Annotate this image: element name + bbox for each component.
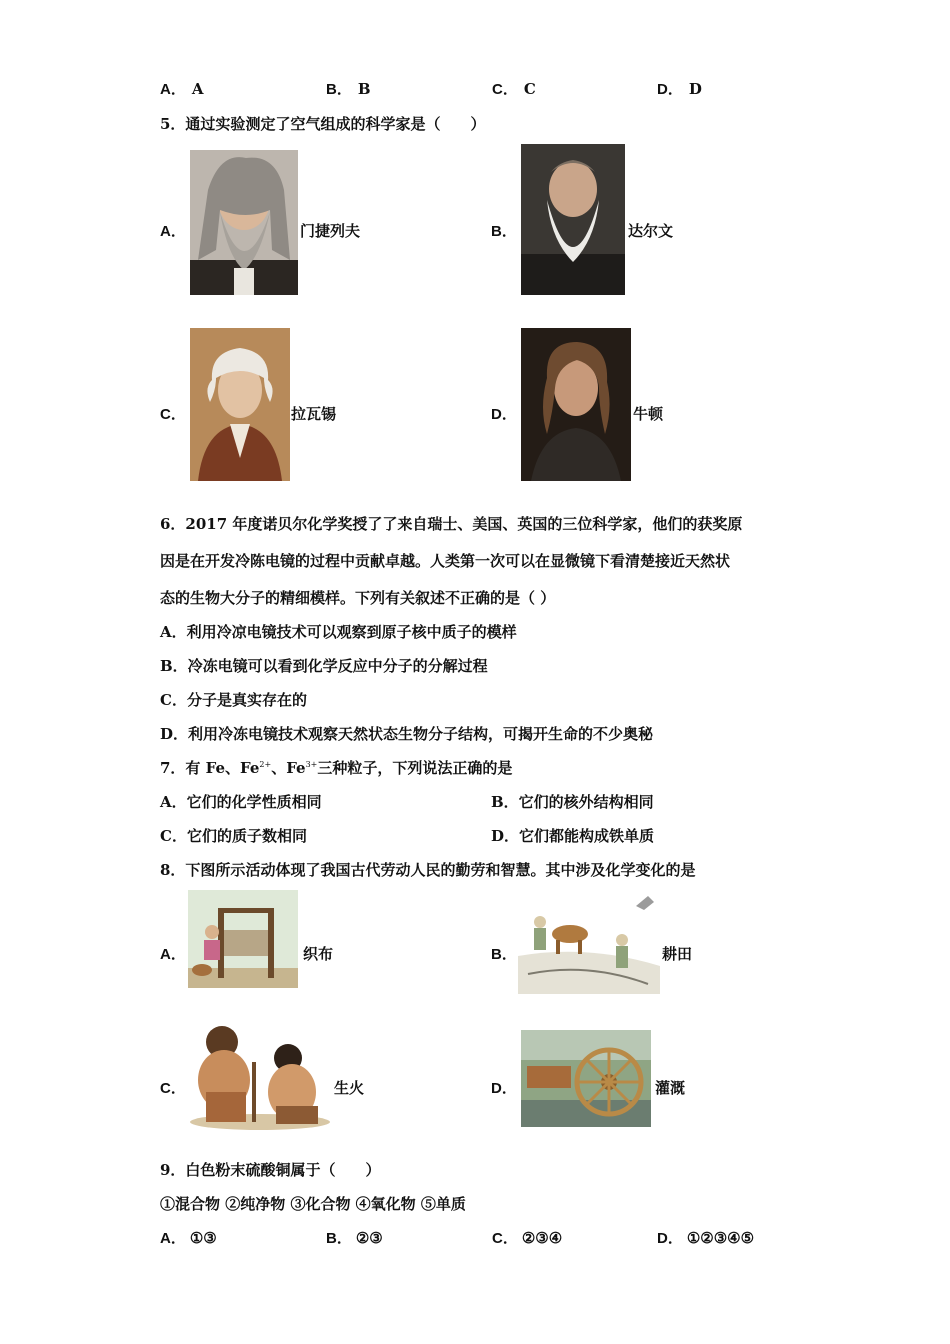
option-text: A (191, 80, 204, 98)
q6-option-a: A．利用冷凉电镜技术可以观察到原子核中质子的模样 (160, 623, 517, 641)
q7-option-d: D．它们都能构成铁单质 (491, 827, 655, 845)
q8-option-d-name: 灌溉 (655, 1079, 686, 1097)
superscript: 2+ (259, 760, 272, 769)
q9-option-a (160, 1227, 217, 1248)
option-text: B (357, 80, 371, 98)
darwin-portrait (521, 144, 625, 295)
q8-option-c-name: 生火 (334, 1079, 365, 1097)
q5-option-b-letter: B． (491, 223, 517, 240)
option-text: ①③ (189, 1229, 217, 1247)
q7-stem-part: 、Fe (271, 759, 306, 777)
q5-option-a-letter: A． (160, 223, 186, 240)
q5-option-b-name: 达尔文 (628, 222, 674, 240)
q6-stem-line-3: 态的生物大分子的精细模样。下列有关叙述不正确的是（ ） (160, 589, 556, 607)
option-letter: C． (492, 1230, 518, 1247)
q8-option-b-letter: B． (491, 946, 517, 963)
mendeleev-portrait (190, 150, 298, 295)
option-text: D (688, 80, 702, 98)
q4-option-b (326, 78, 371, 99)
q7-option-a: A．它们的化学性质相同 (160, 793, 322, 811)
q6-option-b: B．冷冻电镜可以看到化学反应中分子的分解过程 (160, 657, 488, 675)
q7-stem (160, 757, 512, 778)
q6-stem-line-2: 因是在开发冷陈电镜的过程中贡献卓越。人类第一次可以在显微镜下看清楚接近天然状 (160, 552, 731, 570)
q9-option-b (326, 1227, 383, 1248)
option-letter: D． (657, 1230, 683, 1247)
option-letter: D． (657, 81, 683, 98)
option-letter: B． (326, 1230, 352, 1247)
q5-option-c-name: 拉瓦锡 (291, 405, 337, 423)
q9-choices: ①混合物 ②纯净物 ③化合物 ④氧化物 ⑤单质 (160, 1195, 466, 1213)
q9-option-d (657, 1227, 754, 1248)
q5-option-c-letter: C． (160, 406, 186, 423)
weaving-illustration (188, 890, 298, 988)
q5-option-d-letter: D． (491, 406, 517, 423)
lavoisier-portrait (190, 328, 290, 481)
q6-option-c: C．分子是真实存在的 (160, 691, 307, 709)
plowing-illustration (518, 896, 660, 994)
option-text: ②③④ (521, 1229, 563, 1247)
q8-stem: 8．下图所示活动体现了我国古代劳动人民的勤劳和智慧。其中涉及化学变化的是 (160, 861, 696, 879)
q5-stem: 5．通过实验测定了空气组成的科学家是（ ） (160, 115, 486, 133)
q6-stem-line-1: 6．2017 年度诺贝尔化学奖授了了来自瑞士、美国、英国的三位科学家，他们的获奖原 (160, 515, 743, 533)
superscript: 3+ (305, 760, 318, 769)
q7-option-b: B．它们的核外结构相同 (491, 793, 654, 811)
option-text: C (523, 80, 536, 98)
q5-option-d-name: 牛顿 (633, 405, 664, 423)
option-letter: A． (160, 81, 186, 98)
newton-portrait (521, 328, 631, 481)
q8-option-c-letter: C． (160, 1080, 186, 1097)
q7-stem-part: 7．有 Fe、Fe (160, 759, 260, 777)
q8-option-a-letter: A． (160, 946, 186, 963)
q8-option-d-letter: D． (491, 1080, 517, 1097)
q9-stem: 9．白色粉末硫酸铜属于（ ） (160, 1161, 381, 1179)
q5-option-a-name: 门捷列夫 (300, 222, 361, 240)
q4-option-c (492, 78, 536, 99)
q8-option-b-name: 耕田 (662, 945, 693, 963)
waterwheel-illustration (521, 1030, 651, 1127)
q9-option-c (492, 1227, 562, 1248)
q4-option-a (160, 78, 203, 99)
option-letter: A． (160, 1230, 186, 1247)
option-text: ①②③④⑤ (686, 1229, 755, 1247)
option-text: ②③ (355, 1229, 383, 1247)
option-letter: C． (492, 81, 518, 98)
q7-stem-part: 三种粒子，下列说法正确的是 (317, 759, 513, 777)
q8-option-a-name: 织布 (303, 945, 334, 963)
q7-option-c: C．它们的质子数相同 (160, 827, 307, 845)
q4-option-d (657, 78, 702, 99)
q6-option-d: D．利用冷冻电镜技术观察天然状态生物分子结构，可揭开生命的不少奥秘 (160, 725, 654, 743)
option-letter: B． (326, 81, 352, 98)
making-fire-illustration (188, 1022, 333, 1132)
